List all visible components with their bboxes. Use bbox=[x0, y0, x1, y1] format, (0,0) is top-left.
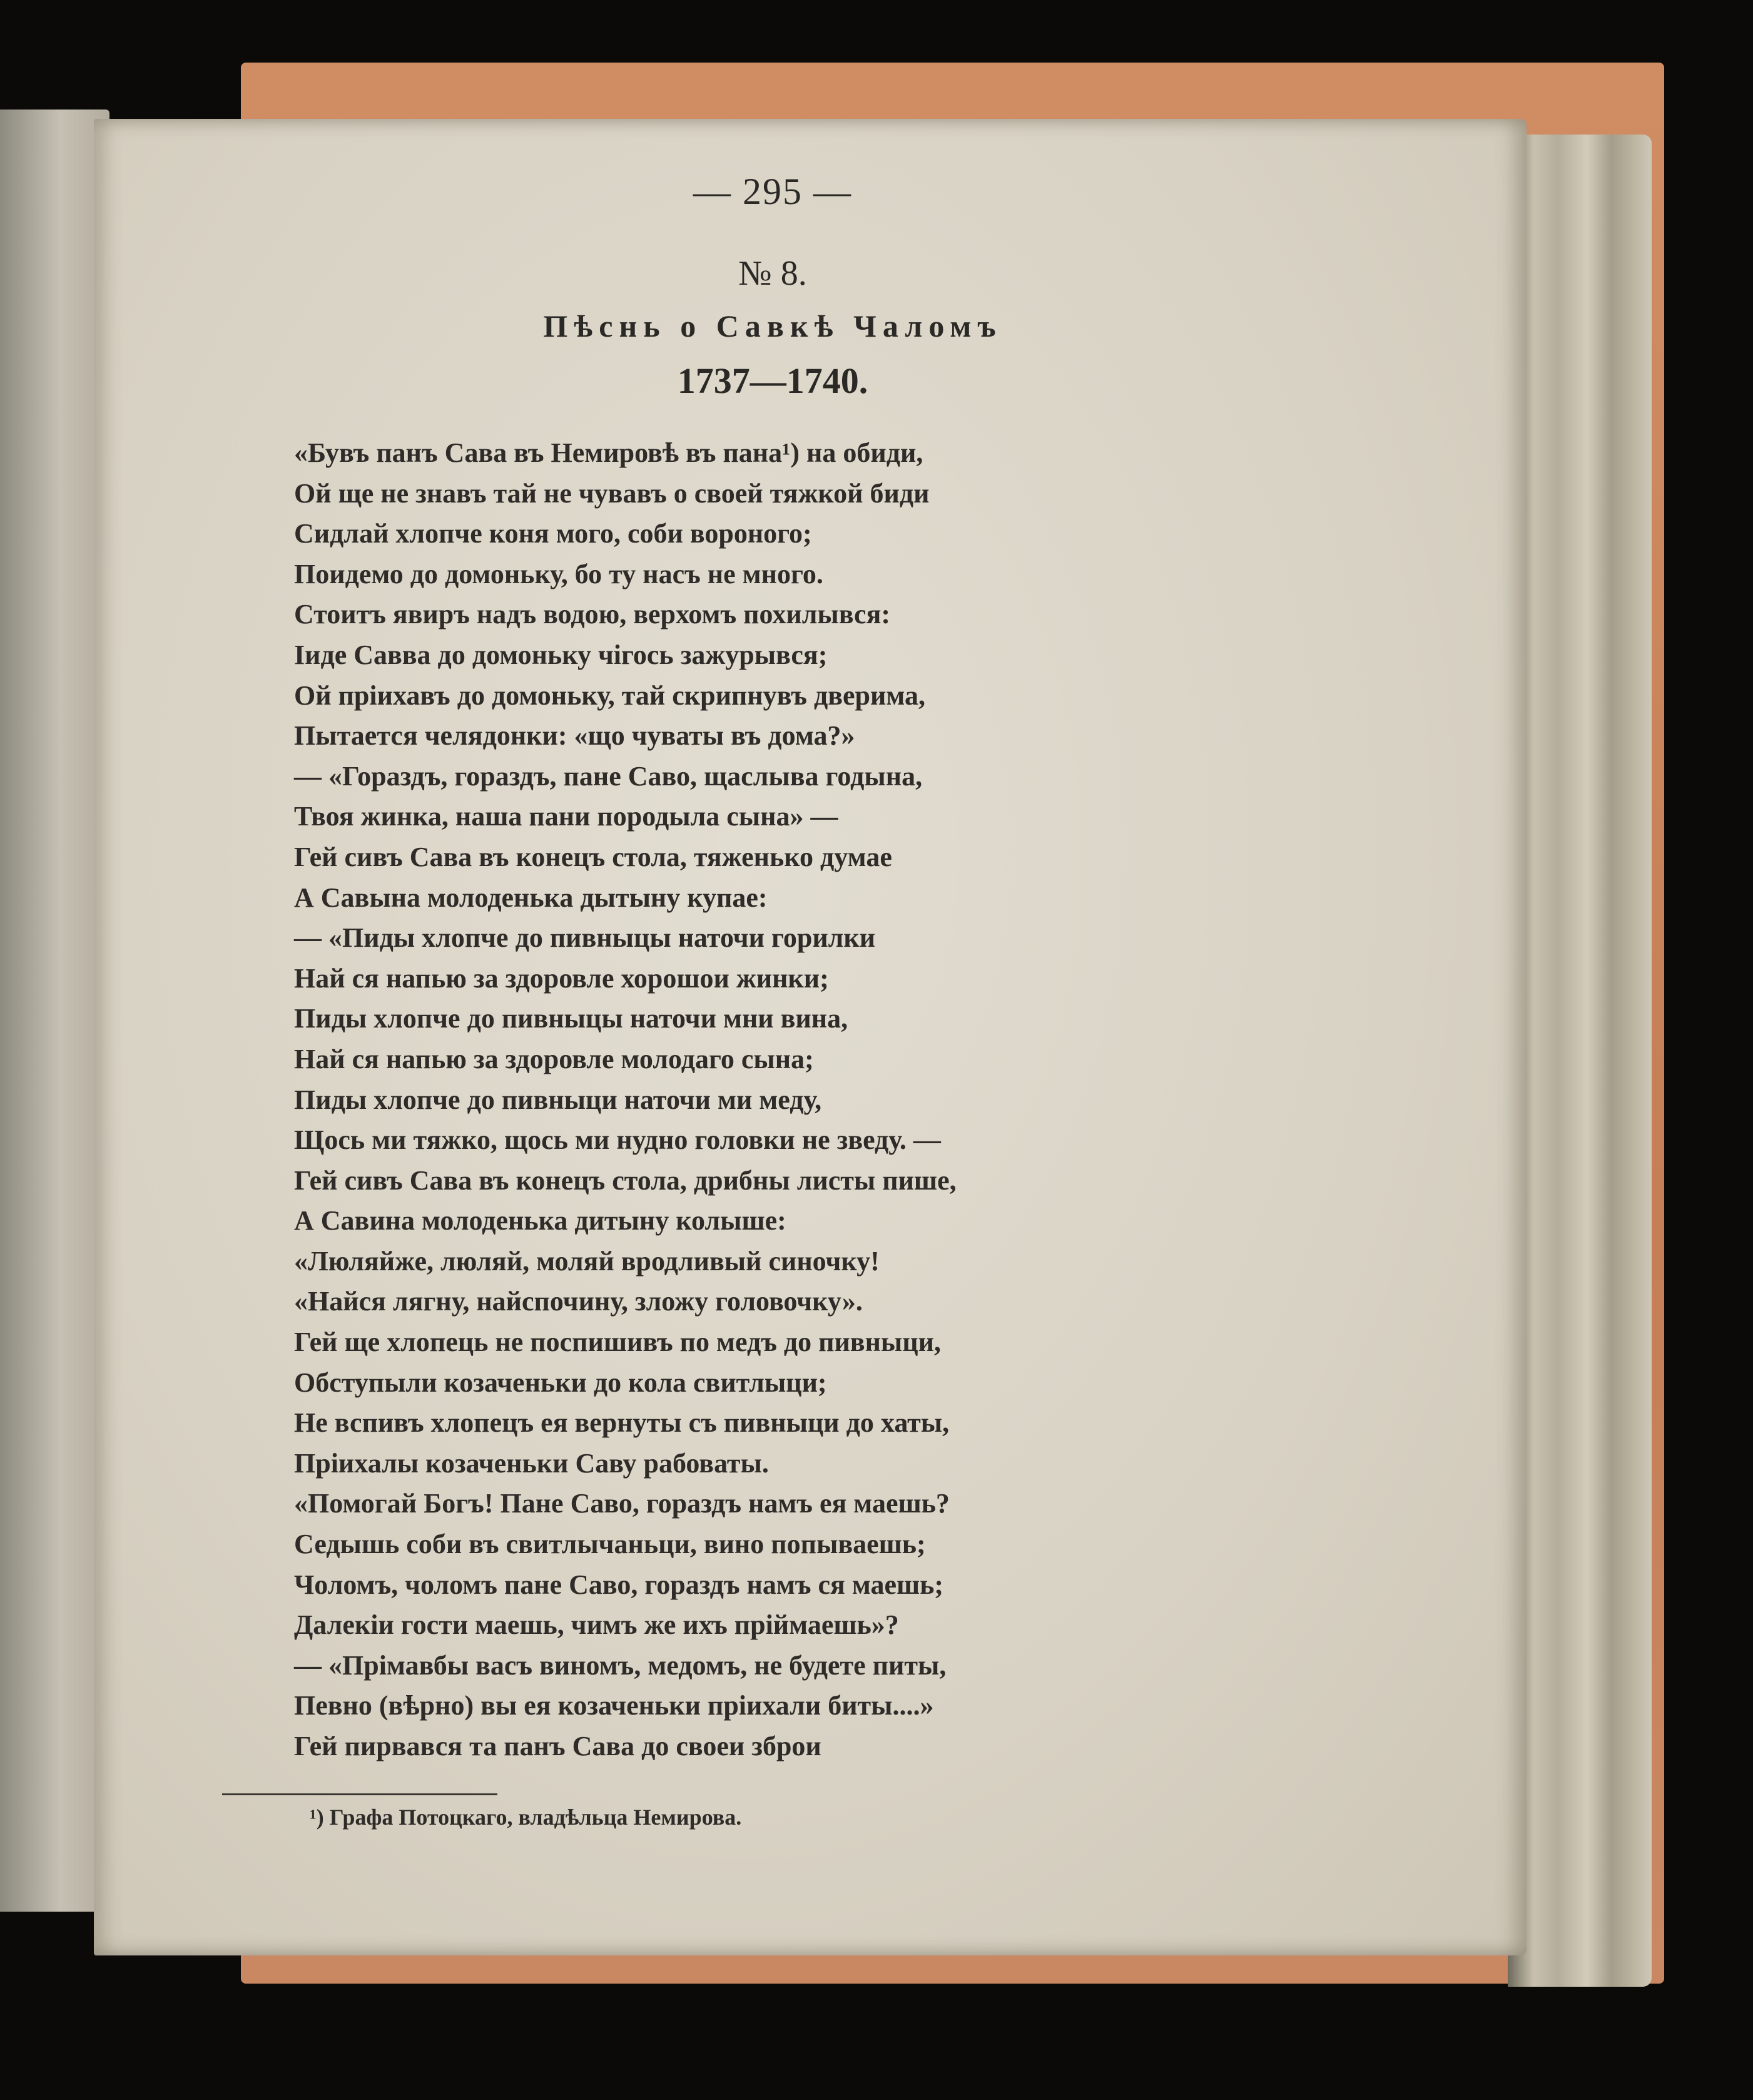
verse-line: Певно (вѣрно) вы ея козаченьки пріихали биты....» bbox=[294, 1690, 934, 1721]
song-title: Пѣснь о Савкѣ Чаломъ bbox=[543, 308, 1002, 344]
footnote: ¹) Графа Потоцкаго, владѣльца Немирова. bbox=[310, 1805, 742, 1830]
verse-line: Іиде Савва до домоньку чігось зажурывся; bbox=[294, 639, 828, 670]
verse-line: Седышь соби въ свитлычаньци, вино попываешь; bbox=[294, 1529, 926, 1560]
verse-line: Ой ще не знавъ тай не чувавъ о своей тяжкой биди bbox=[294, 477, 930, 509]
verse-line: Поидемо до домоньку, бо ту насъ не много. bbox=[294, 558, 823, 589]
page-number: — 295 — bbox=[693, 171, 852, 212]
verse-line: Най ся напью за здоровле молодаго сына; bbox=[294, 1043, 814, 1074]
verse-line: Твоя жинка, наша пани породыла сына» — bbox=[294, 801, 838, 832]
page-edges bbox=[1508, 135, 1652, 1987]
verse-line: А Савына молоденька дытыну купае: bbox=[294, 882, 768, 913]
footnote-divider bbox=[222, 1793, 497, 1795]
verse-line: — «Гораздъ, гораздъ, пане Саво, щаслыва годына, bbox=[294, 760, 923, 792]
verse-line: Гей пирвався та панъ Сава до своеи зброи bbox=[294, 1731, 821, 1761]
verse-line: Гей сивъ Сава въ конецъ стола, дрибны листы пише, bbox=[294, 1165, 957, 1196]
verse-line: — «Пиды хлопче до пивныцы наточи горилки bbox=[294, 922, 876, 954]
verse-line: Най ся напью за здоровле хорошои жинки; bbox=[294, 962, 829, 994]
verse-line: — «Прімавбы васъ виномъ, медомъ, не будете питы, bbox=[294, 1649, 947, 1681]
song-years: 1737—1740. bbox=[677, 360, 868, 401]
verse-line: «Помогай Богъ! Пане Саво, гораздъ намъ ея маешь? bbox=[294, 1488, 950, 1519]
verse-line: «Люляйже, люляй, моляй вродливый синочку! bbox=[294, 1245, 880, 1277]
verse-line: А Савина молоденька дитыну колыше: bbox=[294, 1205, 786, 1236]
verse-line: «Найся лягну, найспочину, зложу головочку». bbox=[294, 1286, 863, 1317]
verse-line: Далекіи гости маешь, чимъ же ихъ пріймаешь»? bbox=[294, 1609, 899, 1641]
song-number: № 8. bbox=[738, 254, 807, 293]
verse-line: «Бувъ панъ Сава въ Немировѣ въ пана¹) на обиди, bbox=[294, 437, 923, 468]
verse-line: Пытается челядонки: «що чуваты въ дома?» bbox=[294, 720, 855, 752]
verse-line: Чоломъ, чоломъ пане Саво, гораздъ намъ ся маешь; bbox=[294, 1569, 944, 1600]
verse-line: Пиды хлопче до пивныцы наточи мни вина, bbox=[294, 1003, 848, 1034]
song-text bbox=[294, 433, 1182, 1767]
verse-line: Гей ще хлопець не поспишивъ по медъ до пивныци, bbox=[294, 1327, 941, 1358]
verse-line: Гей сивъ Сава въ конецъ стола, тяженько думае bbox=[294, 841, 892, 872]
verse-line: Не вспивъ хлопецъ ея вернуты съ пивныци до хаты, bbox=[294, 1407, 950, 1439]
verse-line: Пріихалы козаченьки Саву рабоваты. bbox=[294, 1447, 769, 1479]
verse-line: Ой пріихавъ до домоньку, тай скрипнувъ дверима, bbox=[294, 680, 925, 711]
verse-line: Обступыли козаченьки до кола свитлыци; bbox=[294, 1367, 827, 1398]
verse-line: Пиды хлопче до пивныци наточи ми меду, bbox=[294, 1084, 822, 1115]
verse-line: Стоитъ явиръ надъ водою, верхомъ похилывся: bbox=[294, 599, 891, 630]
verse-line: Сидлай хлопче коня мого, соби вороного; bbox=[294, 518, 812, 549]
verse-line: Щось ми тяжко, щось ми нудно головки не зведу. — bbox=[294, 1124, 941, 1156]
